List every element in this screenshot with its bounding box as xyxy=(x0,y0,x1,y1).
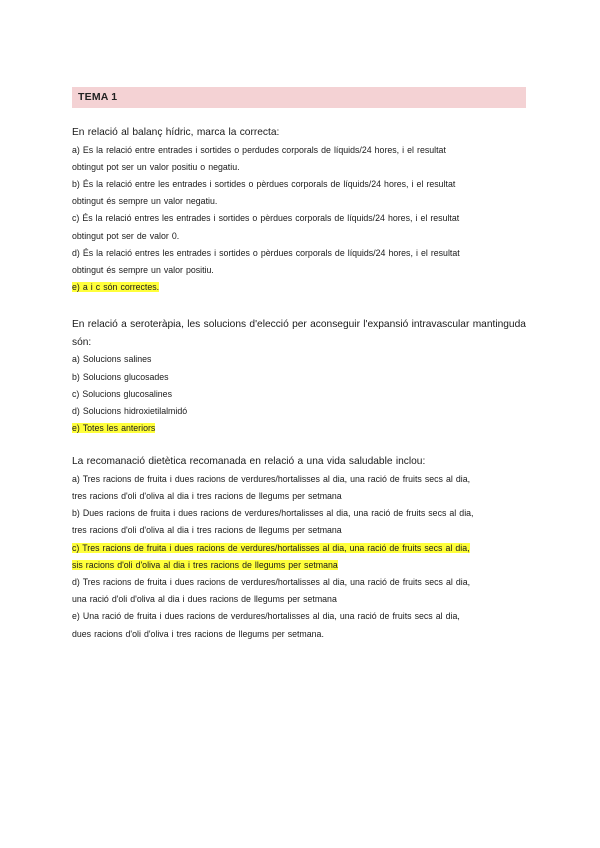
option-c xyxy=(72,210,528,244)
option-line: b) És la relació entre les entrades i sortides o pèrdues corporals de líquids/24 hores, i el resultat xyxy=(72,178,456,189)
option-b xyxy=(72,505,528,539)
option-d xyxy=(72,403,528,420)
option-list xyxy=(72,351,528,437)
option-line: b) Dues racions de fruita i dues racions de verdures/hortalisses al dia, una ració de fruits secs al dia, xyxy=(72,508,474,519)
option-a xyxy=(72,351,528,368)
correct-answer-highlight: e) Totes les anteriors xyxy=(72,423,156,434)
question-text: En relació a seroteràpia, les solucions d'elecció per aconseguir l'expansió intravascular mantinguda són: xyxy=(72,319,526,348)
option-list xyxy=(72,142,528,297)
option-line: d) Tres racions de fruita i dues racions de verdures/hortalisses al dia, una ració de fruits secs al dia, xyxy=(72,577,471,588)
option-line: a) Solucions salines xyxy=(72,354,152,365)
option-a xyxy=(72,142,528,176)
option-line: d) És la relació entres les entrades i sortides o pèrdues corporals de líquids/24 hores, i el resultat xyxy=(72,247,460,258)
option-line: b) Solucions glucosades xyxy=(72,371,169,382)
question-text: En relació al balanç hídric, marca la correcta: xyxy=(72,127,280,138)
question-text: La recomanació dietètica recomanada en relació a una vida saludable inclou: xyxy=(72,456,426,468)
option-line: obtingut és sempre un valor negatiu. xyxy=(72,196,218,207)
option-d xyxy=(72,574,528,608)
option-line: dues racions d'oli d'oliva i tres racions de llegums per setmana. xyxy=(72,628,324,639)
option-line: una ració d'oli d'oliva al dia i dues racions de llegums per setmana xyxy=(72,594,337,605)
option-line: e) Una ració de fruita i dues racions de verdures/hortalisses al dia, una ració de fruits secs al dia, xyxy=(72,611,460,622)
option-c xyxy=(72,386,528,403)
option-line: tres racions d'oli d'oliva al dia i tres racions de llegums per setmana xyxy=(72,525,342,536)
option-line: a) Es la relació entre entrades i sortides o perdudes corporals de líquids/24 hores, i el resultat xyxy=(72,144,446,155)
option-line: d) Solucions hidroxietilalmidó xyxy=(72,405,188,416)
option-b xyxy=(72,176,528,210)
option-list xyxy=(72,471,528,643)
question-3 xyxy=(72,453,528,643)
option-b xyxy=(72,369,528,386)
correct-answer-highlight: e) a i c són correctes. xyxy=(72,282,160,293)
option-line: tres racions d'oli d'oliva al dia i tres racions de llegums per setmana xyxy=(72,491,342,502)
quiz-content xyxy=(72,124,528,657)
option-e xyxy=(72,608,528,642)
topic-header-bar xyxy=(72,87,526,108)
option-c-correct xyxy=(72,540,528,574)
option-e-correct xyxy=(72,420,528,437)
option-e-correct xyxy=(72,279,528,296)
question-2 xyxy=(72,316,528,437)
topic-title: TEMA 1 xyxy=(78,91,118,103)
option-line: obtingut és sempre un valor positiu. xyxy=(72,264,214,275)
option-line: obtingut pot ser de valor 0. xyxy=(72,230,180,241)
option-line: obtingut pot ser un valor positiu o negatiu. xyxy=(72,161,240,172)
option-a xyxy=(72,471,528,505)
option-line: c) És la relació entres les entrades i sortides o pèrdues corporals de líquids/24 hores, i el resultat xyxy=(72,213,460,224)
correct-answer-highlight: c) Tres racions de fruita i dues racions de verdures/hortalisses al dia, una ració de fruits secs al dia, xyxy=(72,542,470,553)
option-d xyxy=(72,245,528,279)
option-line: a) Tres racions de fruita i dues racions de verdures/hortalisses al dia, una ració de fruits secs al dia, xyxy=(72,473,471,484)
question-1 xyxy=(72,124,528,296)
option-line: c) Solucions glucosalines xyxy=(72,388,172,399)
correct-answer-highlight: sis racions d'oli d'oliva al dia i tres racions de llegums per setmana xyxy=(72,559,338,570)
